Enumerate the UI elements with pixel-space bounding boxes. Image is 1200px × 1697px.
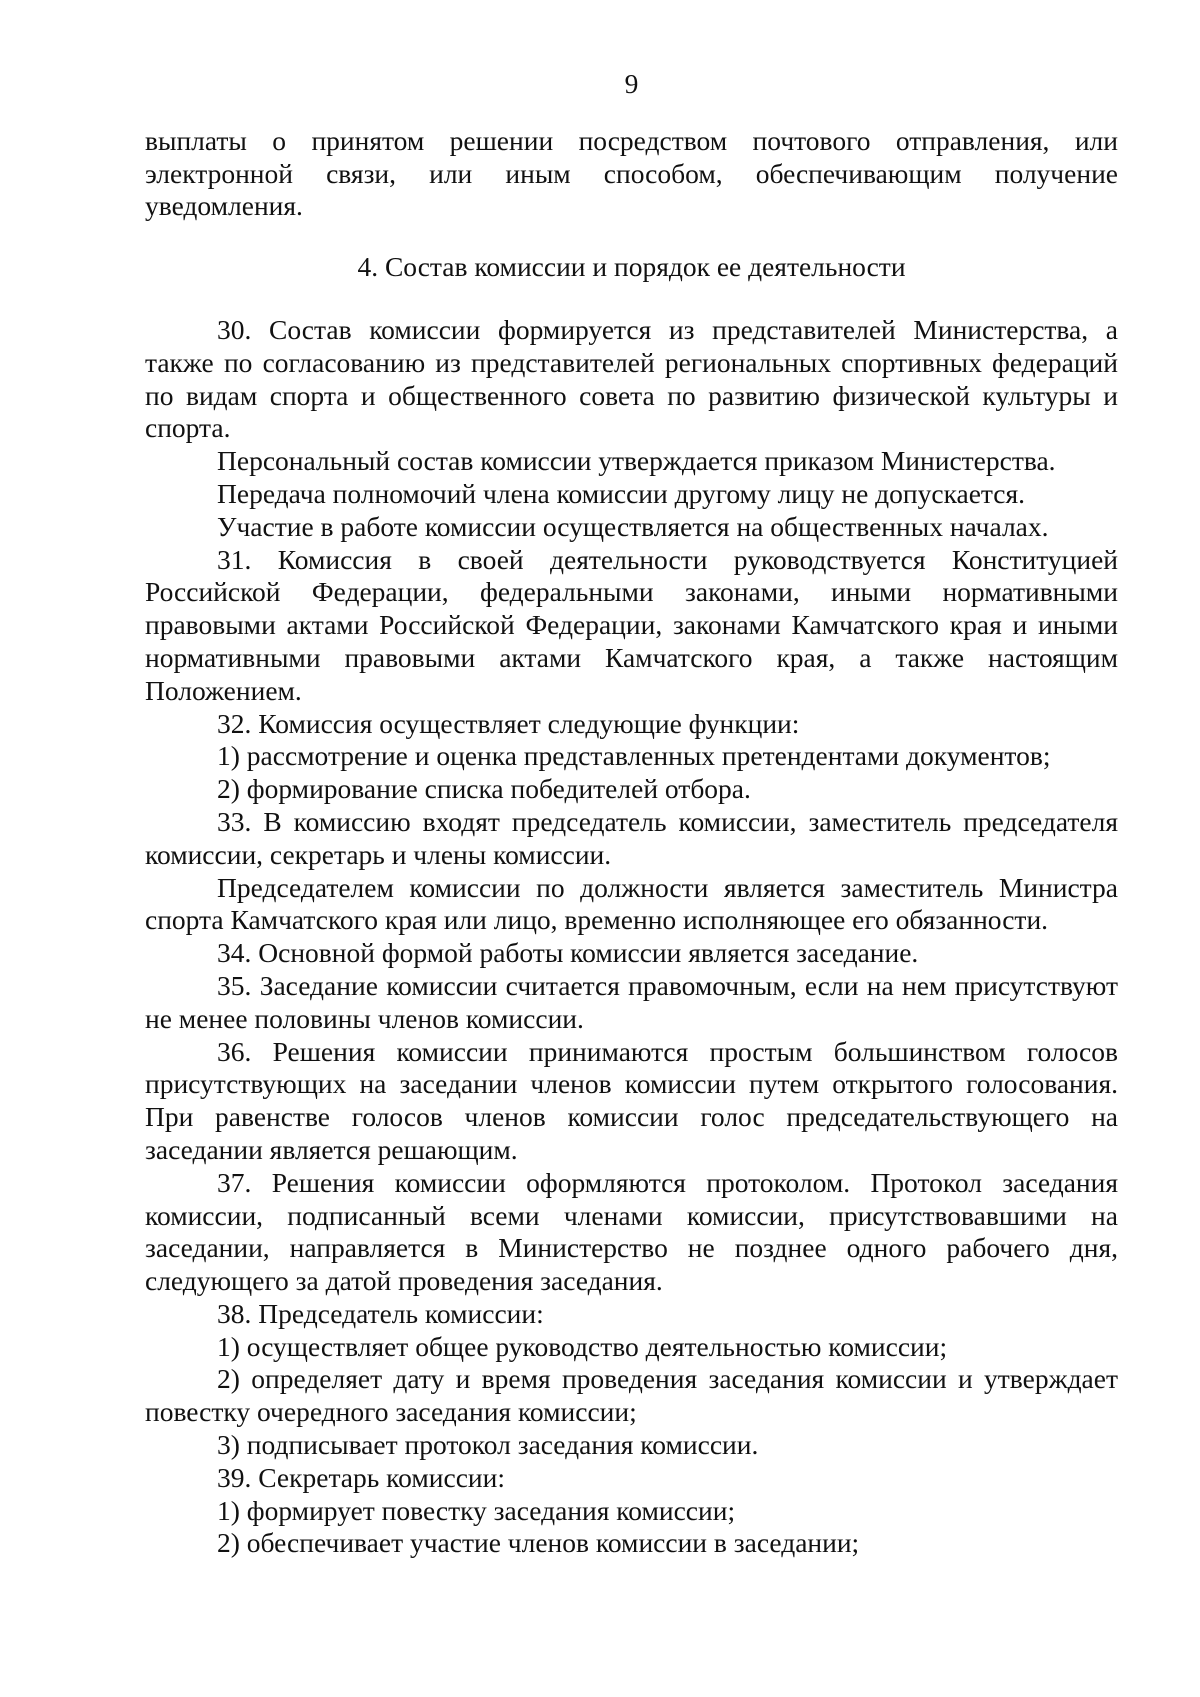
paragraph-34: 34. Основной формой работы комиссии является заседание. [217,937,919,969]
section-heading: 4. Состав комиссии и порядок ее деятельности [357,251,906,283]
paragraph-38-item-1: 1) осуществляет общее руководство деятельностью комиссии; [217,1330,948,1362]
paragraph-38-item-3: 3) подписывает протокол заседания комиссии. [217,1429,759,1461]
paragraph-33: 33. В комиссию входят председатель комиссии, заместитель председателя комиссии, секретарь и члены комиссии. [145,805,1118,870]
paragraph-32-item-2: 2) формирование списка победителей отбора. [217,773,751,805]
paragraph-37: 37. Решения комиссии оформляются протоколом. Протокол заседания комиссии, подписанный всеми членами комиссии, присутствовавшими на заседании, направляется в Министерство не позднее одного рабочего дня, следующего за датой проведения заседания. [145,1166,1118,1297]
paragraph-39: 39. Секретарь комиссии: [217,1461,505,1493]
paragraph-39-item-2: 2) обеспечивает участие членов комиссии в заседании; [217,1527,860,1559]
intro-paragraph: выплаты о принятом решении посредством почтового отправления, или электронной связи, или иным способом, обеспечивающим получение уведомления. [145,124,1118,222]
paragraph-39-item-1: 1) формирует повестку заседания комиссии; [217,1494,736,1526]
paragraph-voluntary-basis: Участие в работе комиссии осуществляется на общественных началах. [217,510,1049,542]
paragraph-32: 32. Комиссия осуществляет следующие функции: [217,707,800,739]
paragraph-personal-composition: Персональный состав комиссии утверждается приказом Министерства. [217,445,1056,477]
paragraph-36: 36. Решения комиссии принимаются простым большинством голосов присутствующих на заседании членов комиссии путем открытого голосования. При равенстве голосов членов комиссии голос председательствующего на заседании является решающим. [145,1035,1118,1165]
page-number: 9 [624,68,639,99]
paragraph-30: 30. Состав комиссии формируется из представителей Министерства, а также по согласованию из представителей региональных спортивных федераций по видам спорта и общественного совета по развитию физической культуры и спорта. [145,313,1118,444]
paragraph-no-delegation: Передача полномочий члена комиссии другому лицу не допускается. [217,477,1026,509]
paragraph-32-item-1: 1) рассмотрение и оценка представленных претендентами документов; [217,740,1051,772]
paragraph-38-item-2: 2) определяет дату и время проведения заседания комиссии и утверждает повестку очередного заседания комиссии; [145,1363,1118,1428]
paragraph-chairman: Председателем комиссии по должности является заместитель Министра спорта Камчатского края или лицо, временно исполняющее его обязанности. [145,871,1118,936]
paragraph-38: 38. Председатель комиссии: [217,1297,544,1329]
paragraph-31: 31. Комиссия в своей деятельности руководствуется Конституцией Российской Федерации, федеральными законами, иными нормативными правовыми актами Российской Федерации, законами Камчатского края и иными нормативными правовыми актами Камчатского края, а также настоящим Положением. [145,543,1118,706]
paragraph-35: 35. Заседание комиссии считается правомочным, если на нем присутствуют не менее половины членов комиссии. [145,969,1118,1034]
